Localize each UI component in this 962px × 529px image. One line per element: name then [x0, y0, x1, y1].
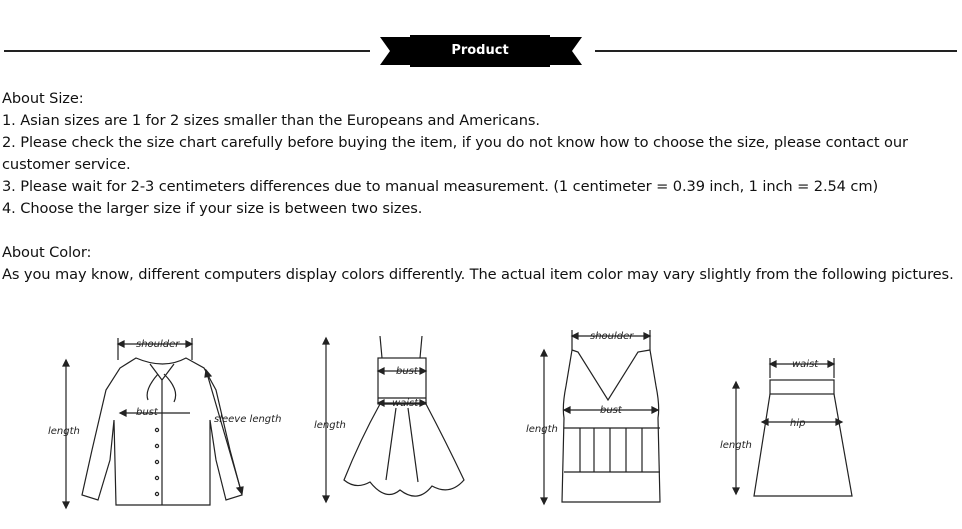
tank-bust-label: bust [600, 405, 622, 416]
dress-waist-label: waist [392, 398, 419, 409]
tank-shoulder-label: shoulder [590, 331, 634, 342]
section-title: Product Description [410, 35, 550, 67]
skirt-hip-label: hip [790, 418, 806, 429]
tank-diagram [520, 322, 680, 516]
header-rule-left [4, 50, 370, 52]
size-line-2: 2. Please check the size chart carefully before buying the item, if you do not know how to choose the size, please contact our [2, 134, 908, 151]
skirt-diagram [718, 350, 868, 514]
skirt-length-label: length [720, 440, 752, 451]
size-heading: About Size: [2, 90, 84, 107]
shirt-diagram [40, 330, 290, 519]
size-line-4: 4. Choose the larger size if your size is between two sizes. [2, 200, 423, 217]
color-line: As you may know, different computers display colors differently. The actual item color may vary slightly from the following pictures. [2, 266, 954, 283]
dress-bust-label: bust [396, 366, 418, 377]
section-banner [374, 35, 586, 90]
dress-diagram [300, 330, 490, 519]
size-line-2-cont: customer service. [2, 156, 131, 173]
shirt-length-label: length [48, 426, 80, 437]
shirt-shoulder-label: shoulder [136, 339, 180, 350]
banner-ribbon-right [548, 35, 588, 67]
header-rule-right [595, 50, 957, 52]
banner-ribbon-left [374, 35, 414, 67]
shirt-sleeve-label: sleeve length [214, 414, 282, 425]
tank-length-label: length [526, 424, 558, 435]
dress-length-label: length [314, 420, 346, 431]
skirt-waist-label: waist [792, 359, 819, 370]
size-line-1: 1. Asian sizes are 1 for 2 sizes smaller than the Europeans and Americans. [2, 112, 540, 129]
size-line-3: 3. Please wait for 2-3 centimeters differences due to manual measurement. (1 centimeter = 0.39 inch, 1 inch = 2.54 cm) [2, 178, 879, 195]
color-heading: About Color: [2, 244, 92, 261]
shirt-bust-label: bust [136, 407, 158, 418]
